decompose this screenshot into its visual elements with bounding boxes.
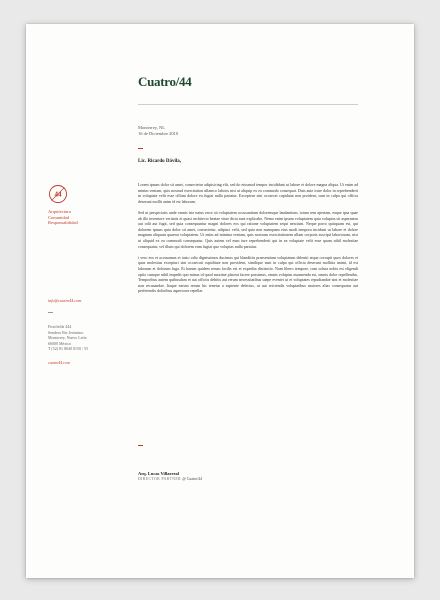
letterhead-sheet (26, 24, 414, 578)
body-paragraph: t vero eos et accusamus et iusto odio dignissimos ducimus qui blanditiis praesentium voluptatum deleniti atque corrupti quos dolores et quas molestias excepturi sint occaecati cupiditate non provident, similique sunt in culpa qui officia deserunt mollitia animi, id est laborum et dolorum fuga. Et harum quidem rerum facilis est et expedita distinctio. Nam libero tempore, cum soluta nobis est eligendi optio cumque nihil impedit quo minus id quod maxime placeat facere possimus, omnis voluptas assumenda est, omnis dolor repellendus. Temporibus autem quibusdam et aut officiis debitis aut rerum necessitatibus saepe eveniet ut et voluptates repudiandae sint et molestiae non recusandae. Itaque earum rerum hic tenetur a sapiente delectus, ut aut reiciendis voluptatibus maiores alias consequatur aut perferendis doloribus asperiores repellat. (138, 254, 358, 294)
tagline-line: Arquitectura (48, 209, 71, 214)
address-line: Firstfields 444 (48, 324, 72, 329)
address-line: T (52) 81 8040 0150 / 55 (48, 346, 89, 352)
brand-logo: Cuatro/44 (138, 74, 192, 89)
signature-title: DIRECTOR PARTNER (138, 477, 181, 481)
body-paragraph: Lorem ipsum dolor sit amet, consectetur adipisicing elit, sed do eiusmod tempor incididunt ut labore et dolore magna aliqua. Ut enim ad minim veniam, quis nostrud exercitation ullamco laboris nisi ut aliquip ex ea commodo consequat. Duis aute irure dolor in reprehenderit in voluptate velit esse cillum dolore eu fugiat nulla pariatur. Excepteur sint occaecat cupidatat non proident, sunt in culpa qui officia deserunt mollit anim id est laborum. (138, 182, 358, 204)
signature-role (138, 477, 202, 481)
signature-company: @ Cuatro/44 (182, 477, 202, 481)
contact-email[interactable]: info@cuatro44.com (48, 298, 82, 303)
address-line: 66000 México (48, 340, 72, 346)
contact-address (48, 324, 88, 352)
salutation: Lic. Ricardo Dávila, (138, 159, 182, 164)
letter-place-date (138, 125, 178, 137)
letter-body (138, 182, 358, 299)
accent-dash (138, 148, 143, 149)
letter-date: 16 de Diciembre 2010 (138, 131, 179, 136)
address-line: Sendero Bis Jerónimo (48, 329, 84, 335)
brand-tagline (48, 209, 78, 226)
emblem-text: 44 (54, 190, 62, 199)
tagline-line: Comunidad (48, 214, 69, 220)
circle-44-emblem-icon (48, 184, 68, 204)
letter-place: Monterrey, NL (138, 125, 165, 130)
signature-block (138, 471, 202, 481)
contact-website[interactable]: cuatro44.com (48, 360, 70, 365)
address-line: Monterrey, Nuevo León (48, 335, 87, 341)
accent-dash (138, 445, 143, 446)
tagline-line: Responsabilidad (48, 220, 78, 226)
header-divider (138, 104, 358, 105)
signature-name: Arq. Lucas Villarreal (138, 471, 179, 476)
sidebar-dash (48, 312, 53, 313)
body-paragraph: Sed ut perspiciatis unde omnis iste natus error sit voluptatem accusantium doloremque laudantium, totam rem aperiam, eaque ipsa quae ab illo inventore veritatis et quasi architecto beatae vitae dicta sunt explicabo. Nemo enim ipsam voluptatem quia voluptas sit aspernatur aut odit aut fugit, sed quia consequuntur magni dolores eos qui ratione voluptatem sequi nesciunt. Neque porro quisquam est, qui dolorem ipsum quia dolor sit amet, consectetur, adipisci velit, sed quia non numquam eius modi tempora incidunt ut labore et dolore magnam aliquam quaerat voluptatem. Ut enim ad minima veniam, quis nostrum exercitationem ullam corporis suscipit laboriosam, nisi ut aliquid ex ea commodi consequatur. Quis autem vel eum iure reprehenderit qui in ea voluptate velit esse quam nihil molestiae consequatur, vel illum qui dolorem eum fugiat quo voluptas nulla pariatur. (138, 209, 358, 249)
